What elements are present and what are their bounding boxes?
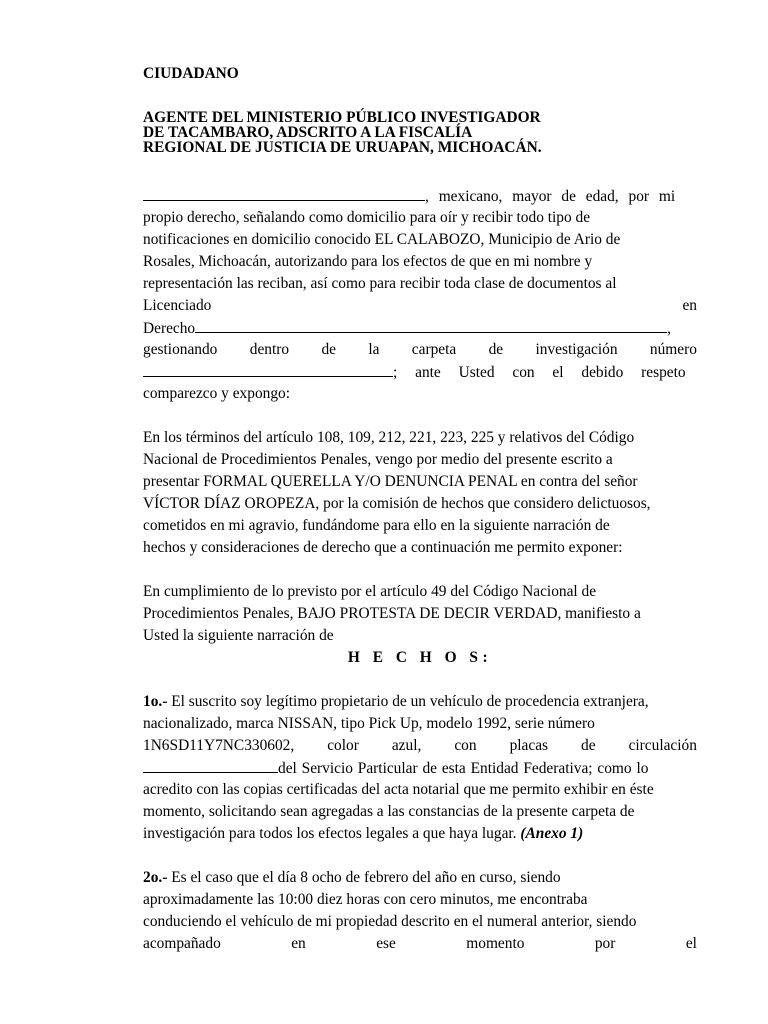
case-number-blank	[143, 361, 393, 377]
intro-line-4: Rosales, Michoacán, autorizando para los efectos de que en mi nombre y	[143, 253, 593, 270]
hecho1-line-7: investigación para todos los efectos legales a que haya lugar. (Anexo 1)	[143, 825, 584, 842]
p3-line-2: Procedimientos Penales, BAJO PROTESTA DE DECIR VERDAD, manifiesto a	[143, 605, 641, 622]
hecho2-line-2: aproximadamente las 10:00 diez horas con cero minutos, me encontraba	[143, 891, 588, 908]
p2-line-4: VÍCTOR DÍAZ OROPEZA, por la comisión de hechos que considero delictuosos,	[143, 495, 651, 512]
hecho1-line-1: 1o.- El suscrito soy legítimo propietario de un vehículo de procedencia extranjera,	[143, 693, 649, 710]
p3-line-3: Usted la siguiente narración de	[143, 627, 334, 644]
addressee: CIUDADANO	[143, 65, 239, 82]
intro-line-5: representación las reciban, así como para recibir toda clase de documentos al	[143, 275, 617, 292]
p2-line-1: En los términos del artículo 108, 109, 212, 221, 223, 225 y relativos del Código	[143, 429, 635, 446]
hecho2-line-1: 2o.- Es el caso que el día 8 ocho de febrero del año en curso, siendo	[143, 869, 561, 886]
hecho1-line-6: momento, solicitando sean agregadas a las constancias de la presente carpeta de	[143, 803, 635, 820]
hecho1-line-5: acredito con las copias certificadas del acta notarial que me permito exhibir en éste	[143, 781, 654, 798]
intro-line-7: Derecho ,	[143, 317, 697, 339]
p2-line-3: presentar FORMAL QUERELLA Y/O DENUNCIA PENAL en contra del señor	[143, 473, 638, 490]
intro-line-10: comparezco y expongo:	[143, 385, 291, 402]
hecho2-line-4: acompañado en ese momento por el	[143, 935, 697, 952]
intro-line-2: propio derecho, señalando como domicilio para oír y recibir todo tipo de	[143, 209, 591, 226]
hecho1-line-2: nacionalizado, marca NISSAN, tipo Pick Up, modelo 1992, serie número	[143, 715, 595, 732]
annex-reference: (Anexo 1)	[520, 825, 584, 842]
p2-line-2: Nacional de Procedimientos Penales, vengo por medio del presente escrito a	[143, 451, 613, 468]
intro-line-8: gestionando dentro de la carpeta de investigación número	[143, 341, 697, 358]
plates-blank	[143, 757, 278, 773]
agent-line-3: REGIONAL DE JUSTICIA DE URUAPAN, MICHOACÁN.	[143, 139, 542, 156]
hecho1-line-3: 1N6SD11Y7NC330602, color azul, con placas de circulación	[143, 737, 697, 754]
attorney-blank	[195, 317, 667, 333]
p2-line-6: hechos y consideraciones de derecho que a continuación me permito exponer:	[143, 539, 623, 556]
intro-line-3: notificaciones en domicilio conocido EL CALABOZO, Municipio de Ario de	[143, 231, 621, 248]
intro-line-9: ; ante Usted con el debido respeto	[143, 361, 697, 383]
agent-line-2: DE TACAMBARO, ADSCRITO A LA FISCALÍA	[143, 124, 473, 141]
p2-line-5: cometidos en mi agravio, fundándome para ello en la siguiente narración de	[143, 517, 610, 534]
hecho1-line-4: del Servicio Particular de esta Entidad Federativa; como lo	[143, 757, 697, 779]
section-title: H E C H O S:	[347, 649, 493, 666]
intro-line-1: , mexicano, mayor de edad, por mi	[143, 185, 697, 207]
p3-line-1: En cumplimiento de lo previsto por el artículo 49 del Código Nacional de	[143, 583, 597, 600]
name-blank	[143, 185, 425, 201]
intro-line-6: Licenciado en	[143, 297, 697, 314]
agent-line-1: AGENTE DEL MINISTERIO PÚBLICO INVESTIGADOR	[143, 109, 541, 126]
hecho2-line-3: conduciendo el vehículo de mi propiedad descrito en el numeral anterior, siendo	[143, 913, 637, 930]
